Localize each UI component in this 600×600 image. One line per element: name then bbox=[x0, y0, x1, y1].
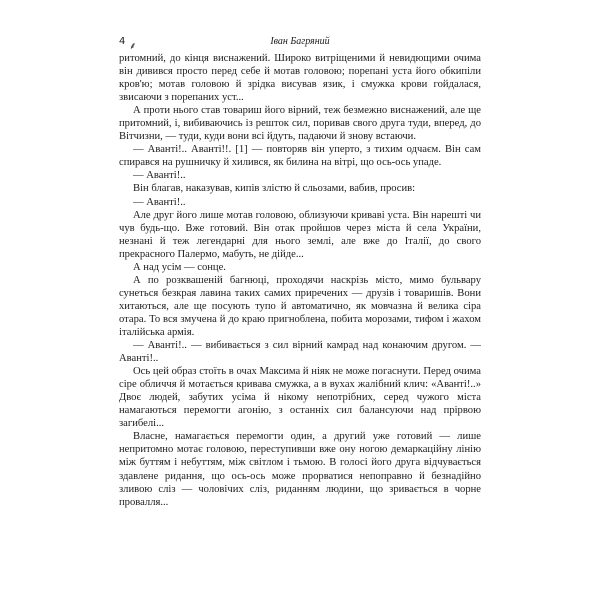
paragraph: — Аванті!.. bbox=[133, 170, 186, 182]
paragraph: — Аванті!.. Аванті!!. [1] — повторяв він уперто, з тихим одчаєм. Він сам спирався на рушничку й хилився, як билина на вітрі, що ось-ось упаде. bbox=[119, 144, 481, 169]
paragraph: А над усім — сонце. bbox=[133, 261, 226, 273]
running-title: Іван Багряний bbox=[270, 36, 330, 47]
paragraph: А проти нього став товариш його вірний, теж безмежно виснажений, але ще притомний, і, вибиваючись із решток сил, поривав свого друга туди, вперед, до Вітчизни, — туди, куди вони всі йдуть, падаючи й знову встаючи. bbox=[119, 105, 481, 143]
paragraph: Він благав, наказував, кипів злістю й сльозами, вабив, просив: bbox=[133, 183, 416, 195]
page-number: 4 bbox=[119, 36, 126, 47]
paragraph: Ось цей образ стоїть в очах Максима й ніяк не може погаснути. Перед очима сіре обличчя й мотається кривава смужка, а в вухах жалібний клич: «Аванті!..» Двоє людей, забутих усіма й нікому непотрібних, серед чужого міста намагаються перемогти агонію, з останніх сил балансуючи над прірвою загибелі... bbox=[119, 366, 481, 430]
paragraph: Власне, намагається перемогти один, а другий уже готовий — лише непритомно мотає головою, переступивши вже ону ногою демаркаційну лінію між буттям і небуттям, між світлом і тьмою. В голосі його друга відчувається здавлене ридання, що ось-ось може прорватися непоправно й безнадійно зливою сліз — чоловічих сліз, риданням людини, що зривається в чорне провалля... bbox=[119, 431, 481, 508]
paragraph: А по розквашеній багнюці, проходячи наскрізь місто, мимо бульвару сунеться безкрая лавина таких самих приречених — друзів і товаришів. Вони хитаються, але ще посують тупо й автоматично, як мовчазна й велика сіра отара. То вся змучена й до краю пригноблена, побита морозами, тифом і жахом італійська армія. bbox=[119, 274, 481, 338]
paragraph: Але друг його лише мотав головою, облизуючи криваві уста. Він нарешті чи чув будь-що. Вже готовий. Він отак пройшов через міста й села України, незнані й теж легендарні для нього землі, але вже до Італії, до свого прекрасного Палермо, мабуть, не дійде... bbox=[119, 209, 481, 260]
paragraph: ритомний, до кінця виснажений. Широко витріщеними й невидющими очима він дивився просто перед себе й мотав головою; порепані уста його обкипіли кров'ю; мотав головою й зрідка висував язик, і смужка крови гойдалася, звисаючи з порепаних уст... bbox=[119, 53, 481, 104]
paragraph: — Аванті!.. bbox=[133, 196, 186, 208]
ornament-icon: ⸙ bbox=[129, 41, 137, 52]
paragraph: — Аванті!.. — вибивається з сил вірний камрад над конаючим другом. — Аванті!.. bbox=[119, 340, 481, 365]
body-text bbox=[119, 52, 481, 509]
page-header bbox=[119, 36, 481, 50]
